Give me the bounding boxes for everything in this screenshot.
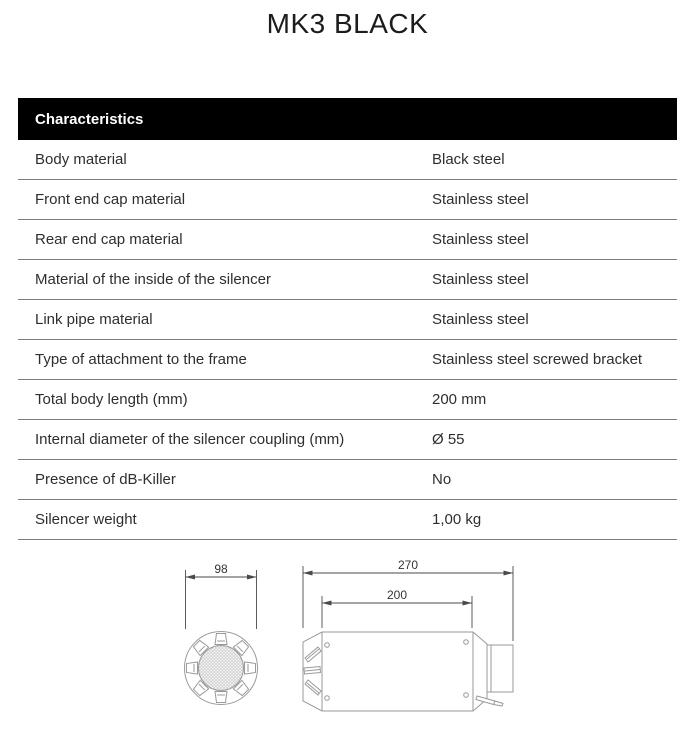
- table-row: [18, 180, 677, 220]
- front-view-drawing: [185, 632, 258, 705]
- rivet: [325, 696, 330, 701]
- table-row: [18, 500, 677, 540]
- rivet: [464, 693, 469, 698]
- dimension-total-length-label: 270: [397, 558, 419, 572]
- end-cap-vent: [304, 667, 321, 675]
- side-view-drawing: [303, 632, 513, 711]
- row-label: Link pipe material: [35, 311, 153, 328]
- row-label: Silencer weight: [35, 511, 137, 528]
- characteristics-table: [18, 98, 677, 540]
- row-label: Body material: [35, 151, 127, 168]
- table-header: Characteristics: [18, 98, 677, 140]
- row-label: Internal diameter of the silencer coupling (mm): [35, 431, 345, 448]
- rivet: [464, 640, 469, 645]
- technical-drawing-section: [0, 540, 695, 748]
- row-value: Stainless steel: [432, 231, 529, 248]
- technical-drawing: [0, 540, 695, 743]
- row-label: Rear end cap material: [35, 231, 183, 248]
- table-row: [18, 380, 677, 420]
- row-label: Material of the inside of the silencer: [35, 271, 271, 288]
- rivet: [325, 643, 330, 648]
- row-label: Type of attachment to the frame: [35, 351, 247, 368]
- row-label: Presence of dB-Killer: [35, 471, 176, 488]
- row-value: 200 mm: [432, 391, 487, 408]
- dimension-body-length-label: 200: [386, 588, 408, 602]
- characteristics-rows: [18, 140, 677, 540]
- row-value: Black steel: [432, 151, 505, 168]
- table-row: [18, 140, 677, 180]
- table-row: [18, 420, 677, 460]
- row-value: 1,00 kg: [432, 511, 482, 528]
- table-row: [18, 300, 677, 340]
- table-row: [18, 460, 677, 500]
- row-value: Stainless steel screwed bracket: [432, 351, 643, 368]
- row-label: Front end cap material: [35, 191, 186, 208]
- row-label: Total body length (mm): [35, 391, 188, 408]
- table-row: [18, 220, 677, 260]
- dimension-front-width-label: 98: [214, 562, 228, 576]
- mesh-circle: [199, 646, 244, 691]
- page-title: MK3 BLACK: [266, 8, 429, 39]
- silencer-body: [303, 632, 487, 711]
- row-value: No: [432, 471, 452, 488]
- table-row: [18, 260, 677, 300]
- dimension-lines: [186, 566, 514, 641]
- row-value: Stainless steel: [432, 311, 529, 328]
- row-value: Stainless steel: [432, 191, 529, 208]
- row-value: Ø 55: [432, 431, 465, 448]
- row-value: Stainless steel: [432, 271, 529, 288]
- table-row: [18, 340, 677, 380]
